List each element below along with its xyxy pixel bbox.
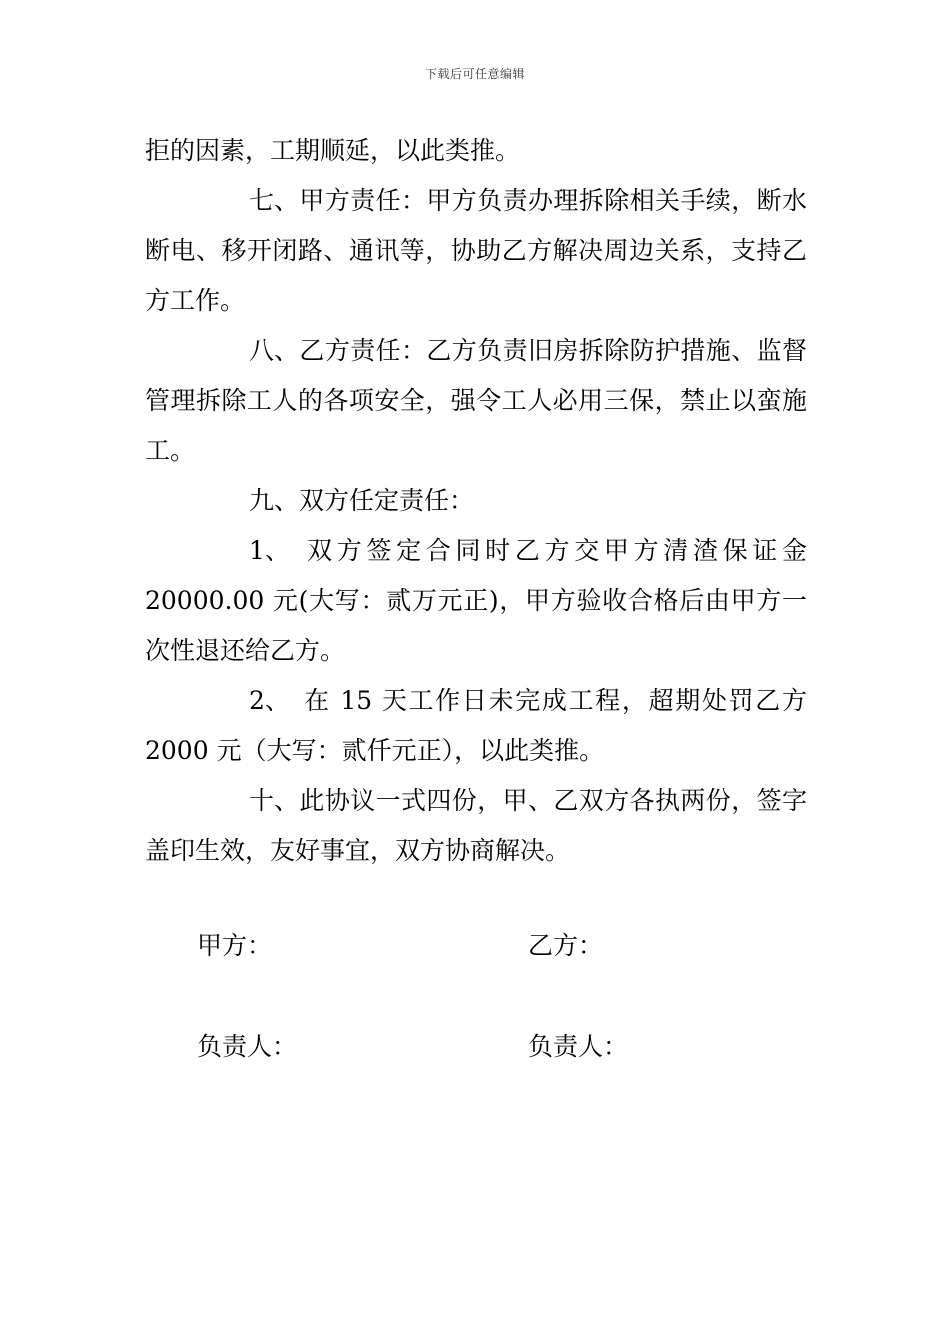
sub-clause-one [145, 526, 807, 676]
clause-number: 九、 [249, 486, 300, 515]
sub-clause-number: 1、 [249, 536, 303, 565]
clause-text: 双方任定责任： [299, 486, 475, 515]
clause-text: 乙方责任：乙方负责旧房拆除防护措施、监督管理拆除工人的各项安全，强令工人必用三保，禁止以蛮施工。 [145, 336, 807, 465]
sub-clause-two [145, 676, 807, 776]
sub-clause-text: 双方签定合同时乙方交甲方清渣保证金 20000.00 元(大写：贰万元正)，甲方验收合格后由甲方一次性退还给乙方。 [145, 536, 807, 665]
clause-nine [145, 476, 807, 526]
party-b-label: 乙方： [528, 931, 604, 960]
paragraph-continued [145, 126, 807, 176]
sub-clause-text: 在 15 天工作日未完成工程，超期处罚乙方 2000 元（大写：贰仟元正），以此类推。 [145, 686, 807, 765]
sub-clause-number: 2、 [249, 686, 303, 715]
clause-text: 甲方责任：甲方负责办理拆除相关手续，断水断电、移开闭路、通讯等，协助乙方解决周边关系，支持乙方工作。 [145, 186, 807, 315]
clause-number: 八、 [249, 336, 300, 365]
contract-body [145, 126, 807, 876]
clause-ten [145, 776, 807, 876]
party-b-representative-label: 负责人： [528, 1032, 629, 1061]
clause-text: 此协议一式四份，甲、乙双方各执两份，签字盖印生效，友好事宜，双方协商解决。 [145, 786, 807, 865]
clause-number: 十、 [249, 786, 300, 815]
clause-number: 七、 [249, 186, 300, 215]
clause-eight [145, 326, 807, 476]
party-a-representative-label: 负责人： [197, 1032, 298, 1061]
party-a-label: 甲方： [197, 931, 273, 960]
page-header-note: 下载后可任意编辑 [424, 67, 525, 81]
clause-seven [145, 176, 807, 326]
paragraph-text: 拒的因素，工期顺延，以此类推。 [145, 136, 521, 165]
